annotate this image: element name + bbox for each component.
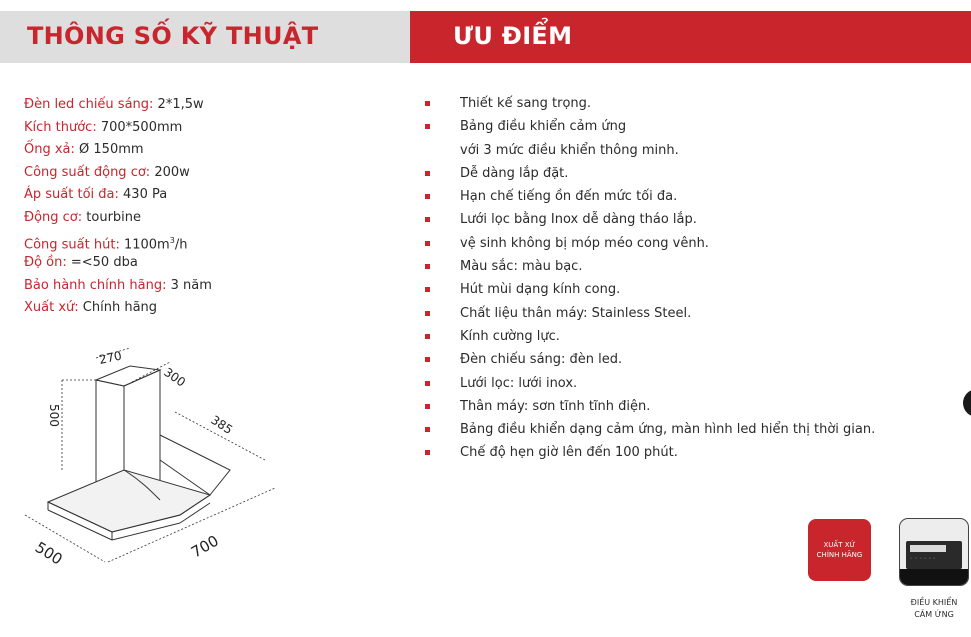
bullet-icon [425,241,430,246]
spec-value: 3 năm [166,277,212,293]
spec-row [24,275,212,298]
advantage-text: Đèn chiếu sáng: đèn led. [460,352,623,368]
specs-list [24,94,212,320]
spec-row [24,297,212,320]
spec-label: Xuất xứ: [24,300,79,316]
spec-value: tourbine [82,209,142,225]
spec-value: 1100m [119,236,170,252]
advantage-text: Bảng điều khiển dạng cảm ứng, màn hình led hiển thị thời gian. [460,422,876,438]
advantage-text: Lưới lọc: lưới inox. [460,375,578,391]
dim-label-385: 385 [208,412,236,437]
panel-base-icon [900,569,968,585]
advantage-text: với 3 mức điều khiển thông minh. [460,142,679,158]
origin-badge [808,519,871,581]
spec-value: 200w [150,164,190,180]
control-panel-icon [906,541,962,569]
hood-body [48,470,210,532]
specs-header [0,11,410,63]
bullet-icon [425,311,430,316]
spec-label: Bảo hành chính hãng: [24,277,167,293]
spec-value-suffix: /h [174,236,188,252]
bullet-icon [425,357,430,362]
spec-row [24,117,212,140]
touch-panel-image [899,518,969,586]
bullet-icon [425,217,430,222]
touch-panel-caption-line2: CẢM ỨNG [914,610,954,619]
advantage-text: Chất liệu thân máy: Stainless Steel. [460,305,692,321]
dim-label-270: 270 [97,348,124,367]
specs-title: THÔNG SỐ KỸ THUẬT [27,22,319,50]
advantage-text: Dễ dàng lắp đặt. [460,165,569,181]
dim-label-700: 700 [188,531,222,562]
bullet-icon [425,287,430,292]
advantage-text: Màu sắc: màu bạc. [460,259,583,275]
spec-value: =<50 dba [66,255,138,271]
bullet-icon [425,264,430,269]
advantage-text: Thân máy: sơn tĩnh tĩnh điện. [460,398,651,414]
dim-label-300: 300 [161,364,189,390]
scroll-dot-icon[interactable] [963,389,971,417]
touch-panel-caption-line1: ĐIỀU KHIỂN [910,598,958,607]
spec-label: Áp suất tối đa: [24,187,119,203]
advantage-text: Bảng điều khiển cảm ứng [460,119,627,135]
advantage-text: Hạn chế tiếng ồn đến mức tối đa. [460,189,678,205]
spec-label: Kích thước: [24,119,97,135]
dim-label-500-height: 500 [47,404,61,427]
spec-label: Độ ồn: [24,255,67,271]
advantages-title: ƯU ĐIỂM [453,22,573,50]
spec-row [24,162,212,185]
advantage-text: Kính cường lực. [460,328,560,344]
spec-row [24,252,212,275]
bullet-icon [425,427,430,432]
spec-row [24,230,212,253]
spec-value: 430 Pa [118,187,168,203]
bullet-icon [425,194,430,199]
spec-label: Động cơ: [24,209,83,225]
advantage-text: Chế độ hẹn giờ lên đến 100 phút. [460,445,678,461]
touch-buttons-icon: ◦ ◦ ◦ ◦ ◦ ◦ [910,556,936,562]
bullet-icon [425,334,430,339]
origin-badge-line2: CHÍNH HÃNG [816,551,863,559]
dim-label-500-depth: 500 [31,538,66,569]
chimney-top [96,366,160,386]
bullet-icon [425,381,430,386]
bullet-icon [425,124,430,129]
spec-value: Chính hãng [78,300,158,316]
bullet-icon [425,404,430,409]
spec-row [24,94,212,117]
spec-row [24,184,212,207]
spec-row [24,139,212,162]
bullet-icon [425,171,430,176]
bullet-icon [425,101,430,106]
advantage-text: vệ sinh không bị móp méo cong vênh. [460,235,709,251]
spec-value: Ø 150mm [74,142,144,158]
advantage-text: Thiết kế sang trọng. [460,96,592,111]
touch-panel-caption [896,597,971,621]
advantage-text: Lưới lọc bằng Inox dễ dàng tháo lắp. [460,212,697,228]
spec-value: 700*500mm [96,119,183,135]
spec-label: Công suất động cơ: [24,164,151,180]
hood-dimension-diagram [20,340,290,570]
spec-row [24,207,212,230]
lcd-display-icon [910,545,946,552]
bullet-icon [425,450,430,455]
advantage-text: Hút mùi dạng kính cong. [460,282,621,298]
spec-label: Đèn led chiếu sáng: [24,97,154,112]
spec-label: Công suất hút: [24,236,120,252]
advantages-header [410,11,971,63]
spec-superscript: 3 [169,235,175,245]
spec-label: Ống xả: [24,142,75,158]
spec-value: 2*1,5w [153,97,204,112]
origin-badge-line1: XUẤT XỨ [823,541,856,549]
